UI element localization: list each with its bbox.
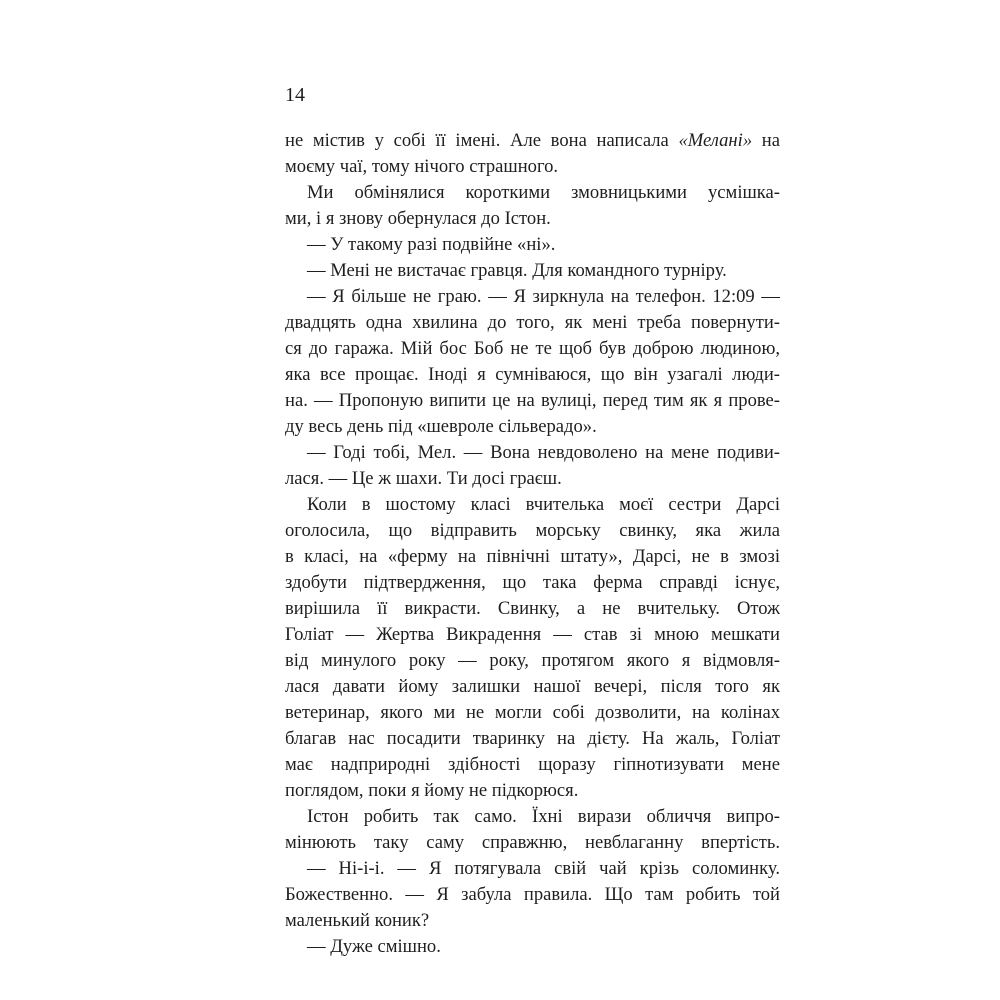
text-line-content: Істон робить так само. Їхні вирази обличчя випро- [307,806,780,827]
text-line-content: не містив у собі її імені. Але вона написала [285,130,679,151]
text-line-content: маленький коник? [285,910,430,931]
text-line-content: — Годі тобі, Мел. — Вона невдоволено на мене подиви- [307,442,780,463]
text-line-content: мінюють таку саму справжню, невблаганну впертість. [285,832,780,853]
text-line [285,544,780,570]
text-line-content: від минулого року — року, протягом якого я відмовля- [285,650,780,671]
text-line-content: — Я більше не граю. — Я зиркнула на телефон. 12:09 — [307,286,780,307]
text-line-content: оголосила, що відправить морську свинку, яка жила [285,520,780,541]
text-line [285,726,780,752]
text-line-content: ветеринар, якого ми не могли собі дозволити, на колінах [285,702,780,723]
text-line [285,752,780,778]
text-line-content: — Дуже смішно. [307,936,441,957]
text-line [285,908,780,934]
text-line [285,362,780,388]
text-line-content: ся до гаража. Мій бос Боб не те щоб був доброю людиною, [285,338,780,359]
text-line-content: вирішила її викрасти. Свинку, а не вчительку. Отож [285,598,780,619]
text-line [285,882,780,908]
text-line-content: ду весь день під «шевроле сільверадо». [285,416,597,437]
text-line-tail: на [752,130,781,151]
book-page [285,82,780,960]
text-line-content: Ми обмінялися короткими змовницькими усмішка- [307,182,780,203]
text-line-content: благав нас посадити тваринку на дієту. На жаль, Голіат [285,728,780,749]
text-line-content: лася давати йому залишки нашої вечері, після того як [285,676,780,697]
text-line [285,440,780,466]
text-line-content: здобути підтвердження, що така ферма справді існує, [285,572,780,593]
text-line-content: лася. — Це ж шахи. Ти досі граєш. [285,468,562,489]
text-line-content: має надприродні здібності щоразу гіпнотизувати мене [285,754,780,775]
body-text [285,128,780,960]
text-line-content: в класі, на «ферму на північні штату», Дарсі, не в змозі [285,546,780,567]
text-line [285,258,780,284]
text-line [285,804,780,830]
text-line [285,206,780,232]
text-line [285,310,780,336]
text-line [285,232,780,258]
text-line-content: на. — Пропоную випити це на вулиці, перед тим як я прове- [285,390,780,411]
text-line [285,492,780,518]
text-line [285,648,780,674]
page-number: 14 [285,84,305,106]
text-line-content: ми, і я знову обернулася до Істон. [285,208,551,229]
text-line-content: поглядом, поки я йому не підкорюся. [285,780,579,801]
text-line [285,934,780,960]
text-line-content: Божественно. — Я забула правила. Що там робить той [285,884,780,905]
text-line [285,388,780,414]
text-line [285,414,780,440]
text-line [285,518,780,544]
text-line-content: двадцять одна хвилина до того, як мені треба повернути- [285,312,780,333]
text-line-content: — Ні-і-і. — Я потягувала свій чай крізь соломинку. [307,858,780,879]
text-line [285,856,780,882]
text-line [285,674,780,700]
text-line-content: — У такому разі подвійне «ні». [307,234,556,255]
text-line-content: — Мені не вистачає гравця. Для командного турніру. [307,260,727,281]
italic-name: «Мелані» [678,130,753,151]
text-line [285,830,780,856]
text-line [285,284,780,310]
text-line [285,180,780,206]
text-line [285,154,780,180]
text-line [285,596,780,622]
text-line-content: Голіат — Жертва Викрадення — став зі мною мешкати [285,624,780,645]
text-line [285,336,780,362]
text-line-content: моєму чаї, тому нічого страшного. [285,156,559,177]
text-line [285,466,780,492]
text-line [285,128,780,154]
text-line [285,700,780,726]
text-line [285,622,780,648]
text-line [285,778,780,804]
text-line [285,570,780,596]
text-line-content: Коли в шостому класі вчителька моєї сестри Дарсі [307,494,780,515]
text-line-content: яка все прощає. Іноді я сумніваюся, що він узагалі люди- [285,364,780,385]
